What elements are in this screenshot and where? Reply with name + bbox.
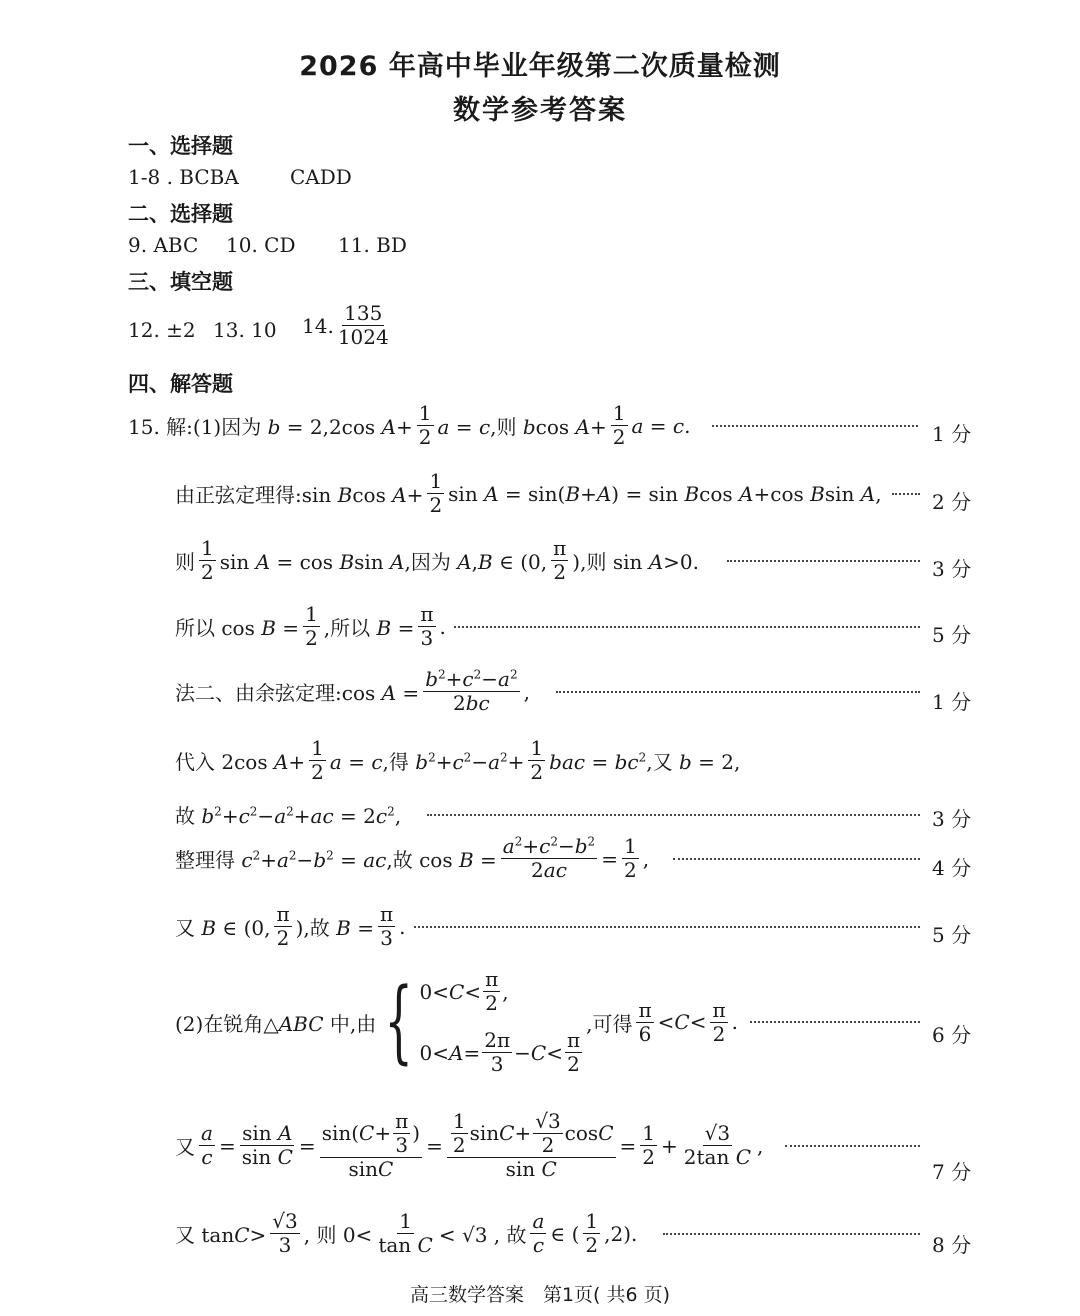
solution-line-6: 代入 2cos A+ $\frac{1}{2}$ a = c,得 $b^2+c^2-a^2+$ $\frac{1}{2}$ bac = $bc^2$,又 b = 2, bbox=[175, 736, 741, 784]
page-title: 2026 年高中毕业年级第二次质量检测 bbox=[299, 51, 781, 82]
score-line-3: 3 分 bbox=[932, 557, 972, 581]
score-line-7: 3 分 bbox=[932, 807, 972, 831]
solution-line-7: 故 $b^2+c^2-a^2+ac = 2c^2$, bbox=[175, 800, 920, 829]
answer-12: 12. ±2 bbox=[128, 318, 196, 342]
answer-11: 11. BD bbox=[338, 233, 407, 257]
answer-13: 13. 10 bbox=[213, 318, 277, 342]
section-heading-4: 四、解答题 bbox=[128, 372, 233, 396]
answer-10: 10. CD bbox=[226, 233, 296, 257]
section-heading-3: 三、填空题 bbox=[128, 270, 233, 294]
section-heading-1: 一、选择题 bbox=[128, 134, 233, 158]
section-heading-2: 二、选择题 bbox=[128, 202, 233, 226]
solution-line-5: 法二、由余弦定理:cos A = $\frac{b^2+c^2-a^2}{2bc}$ , bbox=[175, 668, 920, 715]
page-subtitle: 数学参考答案 bbox=[453, 95, 627, 126]
solution-line-10: (2)在锐角△ABC 中,由 { 0< C < $\frac{\pi}{2}$ , 0< A = $\frac{2\pi}{3}$ − C < $\frac{\pi}{2}$ ,可得 $\frac{\pi}{6}$ <C< $\frac{\pi}{2}$ . bbox=[175, 968, 920, 1076]
solution-line-9: 又 B ∈ (0, $\frac{\pi}{2}$ ),故 B = $\frac{\pi}{3}$ . bbox=[175, 903, 920, 950]
answer-mc-1-4: 1-8 . BCBA bbox=[128, 165, 239, 189]
solution-line-3: 则 $\frac{1}{2}$ sin A = cos Bsin A,因为 A,B ∈ (0, $\frac{\pi}{2}$ ),则 sin A>0. bbox=[175, 537, 920, 584]
score-line-10: 6 分 bbox=[932, 1023, 972, 1047]
answer-14-fraction bbox=[336, 302, 391, 349]
answer-mc-5-8: CADD bbox=[290, 165, 352, 189]
solution-line-12: 又 tanC> $\frac{√3}{3}$ , 则 0< $\frac{1}{\text{tan C}}$ < √3 , 故 $\frac{a}{c}$ ∈ ( $\frac{1}{2}$ ,2). bbox=[175, 1210, 920, 1257]
score-line-1: 1 分 bbox=[932, 422, 972, 446]
answer-14-label: 14. bbox=[302, 313, 334, 338]
answer-14 bbox=[302, 302, 393, 349]
score-line-11: 7 分 bbox=[932, 1160, 972, 1184]
page-footer: 高三数学答案 第1页( 共6 页) bbox=[409, 1284, 671, 1306]
answer-14-numerator: 135 bbox=[344, 301, 383, 325]
solution-line-4: 所以 cos B = $\frac{1}{2}$ ,所以 B = $\frac{\pi}{3}$ . bbox=[175, 603, 920, 650]
answer-14-denominator: 1024 bbox=[337, 325, 389, 349]
solution-line-1: 15. 解:(1)因为 b = 2,2cos A+ $\frac{1}{2}$ a = c,则 bcos A+ $\frac{1}{2}$ a = c. bbox=[128, 402, 918, 449]
score-line-4: 5 分 bbox=[932, 623, 972, 647]
score-line-12: 8 分 bbox=[932, 1233, 972, 1257]
score-line-8: 4 分 bbox=[932, 856, 972, 880]
score-line-9: 5 分 bbox=[932, 923, 972, 947]
solution-line-11: 又 $\frac{a}{c}$ = $\frac{\text{sin A}}{\text{sin C}}$ = sin( C + $\frac{\pi}{3}$ ) sinC = $\frac{1}{2}$ sin C + $\frac{√3}{2}$ cos C sin C = $\frac{1}{2}$ + $\frac{√3}{\text{2tan C}}$ , bbox=[175, 1110, 920, 1181]
score-line-2: 2 分 bbox=[932, 490, 972, 514]
answer-9: 9. ABC bbox=[128, 233, 199, 257]
solution-line-2: 由正弦定理得:sin Bcos A+ $\frac{1}{2}$ sin A = sin(B+A) = sin Bcos A+cos Bsin A, bbox=[175, 470, 920, 517]
solution-line-8: 整理得 $c^2+a^2-b^2$ = ac,故 cos B = $\frac{a^2+c^2-b^2}{2ac}$ = $\frac{1}{2}$ , bbox=[175, 835, 920, 882]
score-line-5: 1 分 bbox=[932, 690, 972, 714]
